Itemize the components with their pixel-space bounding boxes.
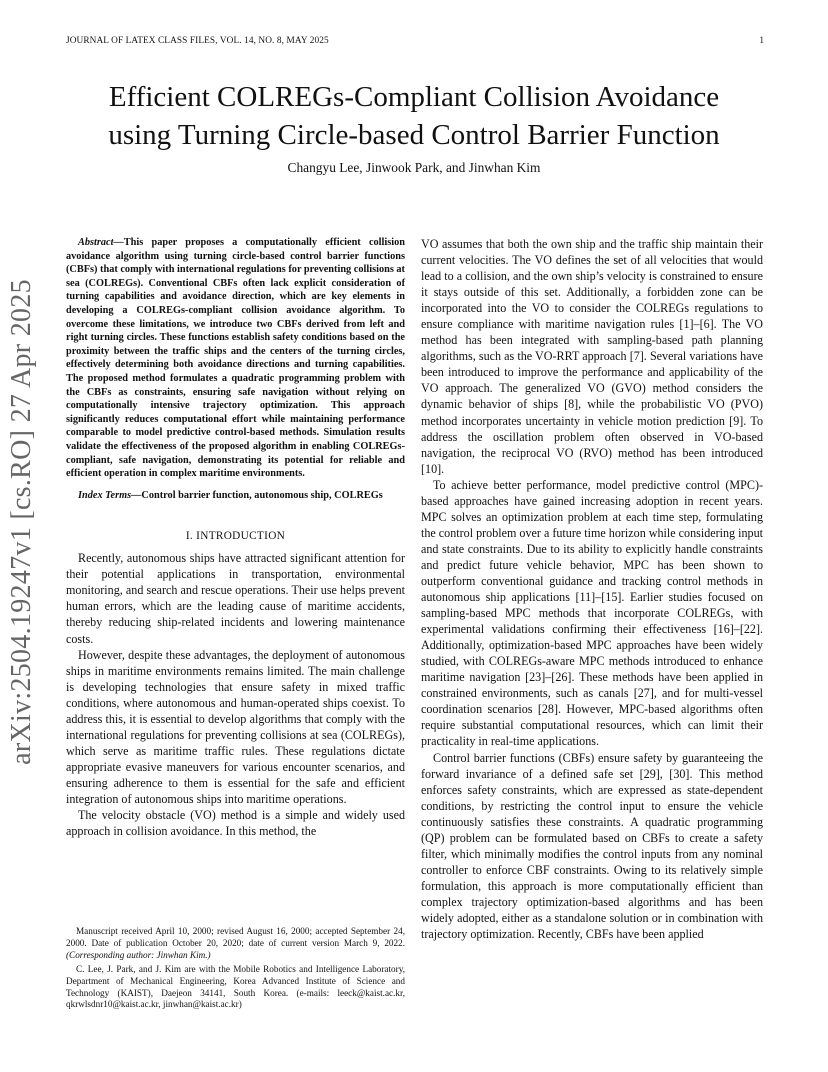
title-line-2: using Turning Circle-based Control Barrier Function <box>108 119 720 151</box>
running-header: JOURNAL OF LATEX CLASS FILES, VOL. 14, NO. 8, MAY 2025 <box>66 36 329 46</box>
index-terms-label: Index Terms— <box>78 489 142 501</box>
section-heading: I. INTRODUCTION <box>185 530 286 543</box>
paragraph: To achieve better performance, model predictive control (MPC)-based approaches have gained increasing adoption in recent years. MPC solves an optimization problem at each time step, formulating the control problem over a future time horizon while considering input and state constraints. Due to its ability to explicitly handle constraints and predict future vehicle behavior, MPC has been shown to outperform conventional guidance and tracking control methods in autonomous ship applications [11]–[15]. Earlier studies focused on sampling-based MPC methods that incorporate COLREGs, with experimental validations confirming their effectiveness [16]–[22]. Additionally, optimization-based MPC approaches have been widely studied, with COLREGs-aware MPC methods introduced to enhance maritime navigation [23]–[26]. These methods have been applied in constrained environments, such as canals [27], and for multi-vessel coordination scenarios [28]. However, MPC-based algorithms often require substantial computational resources, which can limit their practicality in real-time applications. <box>421 477 763 749</box>
left-column <box>66 236 405 839</box>
footnote-manuscript: Manuscript received April 10, 2000; revised August 16, 2000; accepted September 24, 2000. Date of publication October 20, 2020; date of current version March 9, 2022. (Corresponding author: Jinwhan Kim.) <box>66 926 405 960</box>
arxiv-identifier[interactable]: arXiv:2504.19247v1 [cs.RO] 27 Apr 2025 <box>6 279 37 765</box>
index-terms <box>66 489 405 503</box>
index-terms-text: Control barrier function, autonomous ship, COLREGs <box>141 489 383 501</box>
paragraph: VO assumes that both the own ship and the traffic ship maintain their current velocities. The VO defines the set of all velocities that would lead to a collision, and the own ship’s velocity is constrained to ensure it stays outside of this set. Additionally, a forbidden zone can be incorporated into the VO to consider the COLREGs regulations to ensure compliance with maritime navigation rules [1]–[6]. The VO method has been integrated with sampling-based path planning algorithms, such as the VO-RRT approach [7]. Several variations have been introduced to improve the performance and applicability of the VO approach. The generalized VO (GVO) method considers the dynamic behavior of ships [8], while the probabilistic VO (PVO) method incorporates uncertainty in vehicle motion prediction [9]. To address the oscillation problem often observed in VO-based navigation, the reciprocal VO (RVO) method has been introduced [10]. <box>421 237 763 476</box>
authors: Changyu Lee, Jinwook Park, and Jinwhan Kim <box>287 160 541 175</box>
paper-title <box>30 78 798 154</box>
paragraph: Control barrier functions (CBFs) ensure safety by guaranteeing the forward invariance of a defined safe set [29], [30]. This method enforces safety constraints, which are expressed as state-dependent conditions, by restricting the control input to ensure the vehicle continuously satisfies these constraints. A quadratic programming (QP) problem can be formulated based on CBFs to create a safety filter, which minimally modifies the control inputs from any nominal controller to enforce CBF constraints. Owing to its relatively simple formulation, this approach is more computationally efficient than complex trajectory optimization-based algorithms and has been widely adopted, either as a standalone solution or in combination with trajectory optimization. Recently, CBFs have been applied <box>421 750 763 942</box>
footnotes <box>66 926 405 1013</box>
abstract <box>66 236 405 481</box>
title-line-1: Efficient COLREGs-Compliant Collision Avoidance <box>108 81 720 113</box>
abstract-label: Abstract— <box>78 237 124 248</box>
corresponding-author: (Corresponding author: Jinwhan Kim.) <box>66 949 211 960</box>
paragraph: Recently, autonomous ships have attracted significant attention for their potential applications in transportation, environmental monitoring, and search and rescue operations. Their use helps prevent human errors, which are the leading cause of maritime accidents, thereby reducing ship-related incidents and lowering maintenance costs. <box>66 551 405 646</box>
right-column <box>421 236 763 942</box>
abstract-text: This paper proposes a computationally efficient collision avoidance algorithm using turning circle-based control barrier functions (CBFs) that comply with international regulations for preventing collisions at sea (COLREGs). Conventional CBFs often lack explicit consideration of turning capabilities and avoidance direction, which are key elements in developing a COLREGs-compliant collision avoidance algorithm. To overcome these limitations, we introduce two CBFs derived from left and right turning circles. These functions establish safety conditions based on the proximity between the traffic ships and the centers of the turning circles, effectively determining both avoidance directions and turning capabilities. The proposed method formulates a quadratic programming problem with the CBFs as constraints, ensuring safe navigation without relying on computationally intensive trajectory optimization. This approach significantly reduces computational effort while maintaining performance comparable to model predictive control-based methods. Simulation results validate the effectiveness of the proposed algorithm in enabling COLREGs-compliant, safe navigation, demonstrating its potential for reliable and efficient operation in complex maritime environments. <box>66 237 405 480</box>
page-number: 1 <box>759 36 764 46</box>
paragraph: The velocity obstacle (VO) method is a simple and widely used approach in collision avoidance. In this method, the <box>66 808 405 839</box>
footnote-affiliation: C. Lee, J. Park, and J. Kim are with the Mobile Robotics and Intelligence Laboratory, Department of Mechanical Engineering, Korea Advanced Institute of Science and Technology (KAIST), Daejeon 34141, South Korea. (e-mails: leeck@kaist.ac.kr, qkrwlsdnr10@kaist.ac.kr, jinwhan@kaist.ac.kr) <box>66 963 405 1010</box>
paragraph: However, despite these advantages, the deployment of autonomous ships in maritime environments remains limited. The main challenge is developing technologies that ensure safety in mixed traffic conditions, where autonomous and human-operated ships coexist. To address this, it is essential to develop algorithms that comply with the international regulations for preventing collisions at sea (COLREGs), which serve as maritime traffic rules. These regulations dictate appropriate evasive maneuvers for various encounter scenarios, and ensuring adherence to them is essential for the safe and efficient integration of autonomous ships into maritime operations. <box>66 647 405 806</box>
